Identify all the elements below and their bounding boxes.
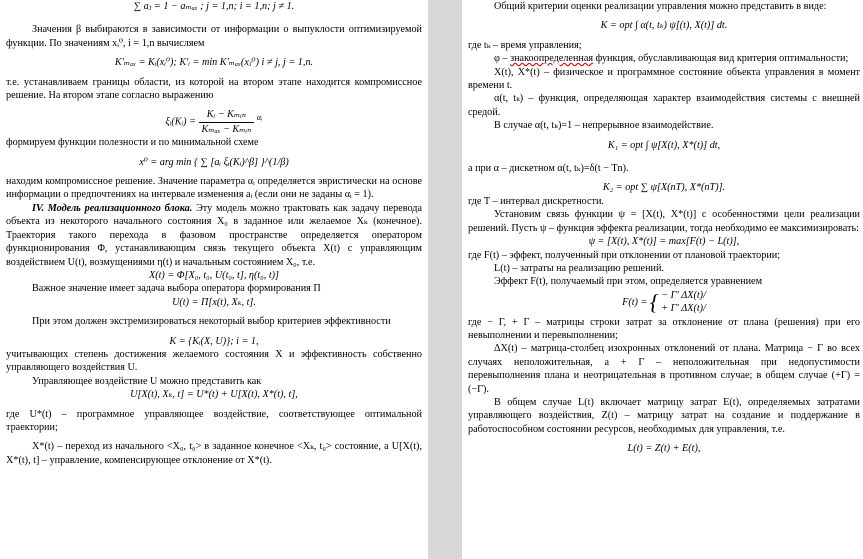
page-gutter	[428, 0, 462, 559]
formula-effect-lhs: F(t) =	[622, 296, 648, 308]
spellcheck-word: знакоопределенная	[510, 53, 594, 65]
formula-psi: ψ = [X(t), X*(t)] = max[F(t) − L(t)],	[588, 236, 740, 248]
brace-glyph: {	[649, 289, 659, 315]
paragraph-transition: X*(t) – переход из начального <X₀, t₀> в заданное конечное <Xₖ, t₀> состояние, а U[X(t), X*(t), t] – управление, компенсирующее отклонение от X*(t).	[6, 441, 422, 466]
paragraph-beta: Значения β выбираются в зависимости от информации о выпуклости оптимизируемой функции. По значениям xᵢ⁰, i = 1,n вычисляем	[6, 24, 422, 49]
formula-utility-lhs: ξᵢ(Kᵢ) =	[165, 116, 196, 128]
phi-suffix: функция, обуславливающая вид критерия оптимальности;	[593, 53, 849, 65]
section-heading: IV. Модель реализационного блока.	[32, 202, 193, 214]
paragraph-link: Установим связь функции ψ = [X(t), X*(t)] с особенностями цели реализации решений. Пусть ψ – функция эффекта реализации, тогда необходимо ее максимизировать:	[468, 209, 860, 234]
formula-kmax: K′ₘₐₓ = Kᵢ(xᵢ⁰); K′ᵢ = min K′ₘₐₓ(xⱼ⁰) i ≠ j, j = 1,n.	[114, 57, 314, 69]
paragraph-alpha: α(t, tₖ) – функция, определяющая характер взаимодействия системы с внешней средой.	[468, 93, 860, 118]
formula-lt: L(t) = Z(t) + E(t),	[627, 443, 701, 455]
paragraph-discrete: а при α – дискетном α(t, tₖ)=δ(t − Tn).	[468, 163, 629, 175]
paragraph-compromise: находим компромиссное решение. Значение параметра αᵢ определяется эвристически на основе информации о предпочтениях на интервале изменения aᵢ (если они не заданы αᵢ = 1).	[6, 176, 422, 201]
paragraph-accounting: учитывающих степень достижения желаемого состояния X и эффективность собственно управляющего воздействия U.	[6, 348, 422, 374]
formula-utility-fraction	[199, 108, 255, 136]
formula-k-integral: K = opt ∫ α(t, tₖ) ψ[(t), X(t)] dt.	[600, 20, 728, 32]
paragraph-where-u: где U*(t) – программное управляющее воздействие, соответствующее оптимальной траектории;	[6, 408, 422, 433]
left-column	[6, 0, 422, 559]
section-heading-text: Эту модель можно трактовать как задачу перевода объекта из некоторого начального состояния X₀ в заданное или желаемое Xₖ (конечное). Траектория такого перехода в фазовом пространстве определяется оператором функционирования Φ, устанавливающим связь текущего объекта X(t) с управляющим воздействием U(t), возмущениями η(t) и начальным состоянием X₀, т.е.	[6, 202, 422, 268]
formula-pi: U(t) = Π[x(t), Xₖ, t].	[172, 296, 256, 308]
paragraph-criterion: Общий критерии оценки реализации управления можно представить в виде:	[494, 1, 827, 12]
paragraph-control: Управляющее воздействие U можно представить как	[32, 375, 262, 387]
paragraph-gamma: где − Г, + Г – матрицы строки затрат за отклонение от плана (решения) при его невыполнении и перевыполнении;	[468, 316, 860, 341]
paragraph-interval: где T – интервал дискретности.	[468, 195, 604, 207]
paragraph-deltax: ΔX(t) – матрица-столбец изохронных отклонений от плана. Матрица − Г во всех случаях неположительная, а + Г – неположительная при недопустимости перевыполнения плана и неотрицательная в противном случае; в общем случае (+Г) = (−Г).	[468, 343, 860, 395]
paragraph-phi	[468, 52, 860, 65]
paragraph-effect: Эффект F(t), получаемый при этом, определяется уравнением	[494, 276, 763, 288]
phi-prefix: φ –	[494, 53, 511, 65]
right-column	[468, 0, 860, 559]
paragraph-boundaries: т.е. устанавливаем границы области, из которой на втором этапе находится компромиссное решение. На втором этапе согласно выражению	[6, 76, 422, 102]
formula-effect	[468, 289, 860, 316]
formula-utility-power: αᵢ	[256, 112, 263, 123]
formula-phi: X(t) = Φ[X₀, t₀, U(t₀, t], η(t₀, t)]	[148, 269, 280, 281]
paragraph-form-utility: формируем функции полезности и по минимальной схеме	[6, 137, 259, 149]
paragraph-extremize: При этом должен экстремизироваться некоторый выбор критериев эффективности	[32, 316, 391, 328]
paragraph-model-block	[6, 202, 422, 269]
case-negative: − Г′ ΔX(t)/	[661, 289, 706, 301]
formula-sum-a: ∑ aⱼ = 1 − aₘₐₓ ; j = 1,n; i = 1,n; j ≠ 1.	[133, 1, 295, 12]
paragraph-where-f: где F(t) – эффект, полученный при отклонении от плановой траектории;	[468, 249, 781, 261]
formula-k1: K₁ = opt ∫ ψ[X(t), X*(t)] dt,	[607, 139, 721, 151]
formula-utility	[6, 108, 422, 136]
formula-effect-cases	[661, 289, 706, 316]
fraction-numerator: Kᵢ − Kₘᵢₙ	[199, 108, 255, 122]
formula-u: U[X(t), Xₖ, t] = U*(t) + U[X(t), X*(t), t],	[130, 389, 298, 401]
case-positive: + Г′ ΔX(t)/	[661, 303, 706, 315]
paragraph-tk: где tₖ – время управления;	[468, 39, 582, 51]
formula-argmin: x⁰ = arg min { ∑ [aᵢ ξᵢ(Kᵢ)^β] }^(1/β)	[139, 156, 289, 168]
formula-k-set: K = {Kᵢ(X, U)}; i = 1,	[169, 335, 259, 347]
paragraph-states: X(t), X*(t) – физическое и программное состояние объекта управления в момент времени t.	[468, 66, 860, 92]
fraction-denominator: Kₘₐₓ − Kₘᵢₙ	[201, 123, 252, 135]
paragraph-operator: Важное значение имеет задача выбора оператора формирования Π	[32, 283, 321, 295]
paragraph-continuous: В случае α(t, tₖ)=1 – непрерывное взаимодействие.	[494, 120, 714, 132]
paragraph-costs: L(t) – затраты на реализацию решений.	[494, 262, 664, 274]
paragraph-lt: В общем случае L(t) включает матрицу затрат E(t), определяемых затратами управляющего воздействия, Z(t) – матрицу затрат на создание и поддержание в работоспособном состоянии ресурсов, необходимых для управления, т.е.	[468, 396, 860, 435]
formula-k2: K₂ = opt ∑ ψ[X(nT), X*(nT)].	[602, 182, 726, 194]
